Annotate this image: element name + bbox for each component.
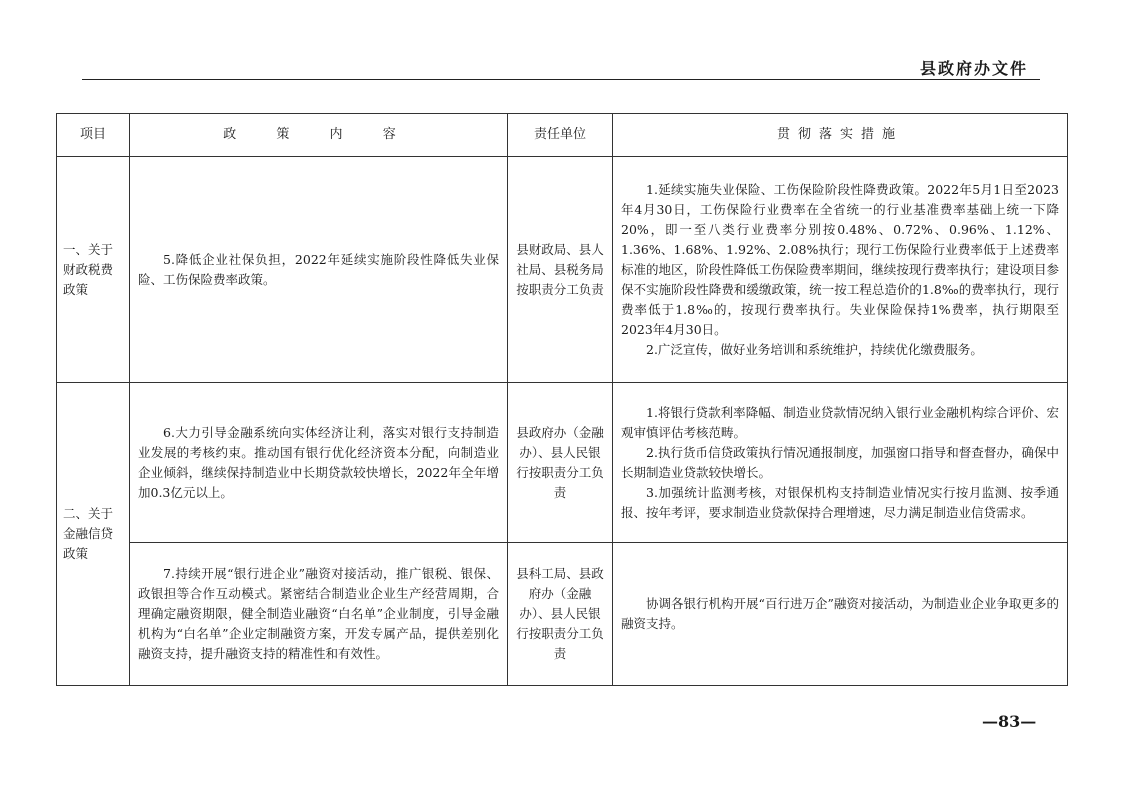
policy-cell	[130, 383, 508, 543]
table-header-row	[57, 114, 1068, 157]
policy-text: 5.降低企业社保负担，2022年延续实施阶段性降低失业保险、工伤保险费率政策。	[138, 251, 499, 287]
policy-text: 6.大力引导金融系统向实体经济让利，落实对银行支持制造业发展的考核约束。推动国有银行优化经济资本分配，向制造业企业倾斜，继续保持制造业中长期贷款较快增长，2022年全年增加0.3亿元以上。	[138, 424, 499, 500]
measure-item: 3.加强统计监测考核，对银保机构支持制造业情况实行按月监测、按季通报、按年考评，要求制造业贷款保持合理增速，尽力满足制造业信贷需求。	[621, 484, 1059, 520]
measures-cell	[613, 157, 1068, 383]
document-header-title: 县政府办文件	[920, 59, 1029, 78]
measure-item: 1.将银行贷款利率降幅、制造业贷款情况纳入银行业金融机构综合评价、宏观审慎评估考核范畴。	[621, 404, 1059, 440]
measure-item: 2.执行货币信贷政策执行情况通报制度，加强窗口指导和督查督办，确保中长期制造业贷款较快增长。	[621, 444, 1059, 480]
policy-cell	[130, 157, 508, 383]
unit-cell: 县政府办（金融办）、县人民银行按职责分工负责	[508, 383, 613, 543]
category-cell: 二、关于金融信贷政策	[57, 383, 130, 686]
policy-cell	[130, 543, 508, 686]
measure-item: 1.延续实施失业保险、工伤保险阶段性降费政策。2022年5月1日至2023年4月30日，工伤保险行业费率在全省统一的行业基准费率基础上统一下降20%，即一至八类行业费率分别按0.48%、0.72%、0.96%、1.12%、1.36%、1.68%、1.92%、2.08%执行；现行工伤保险行业费率低于上述费率标准的地区，阶段性降低工伤保险费率期间，继续按现行费率执行；建设项目参保不实施阶段性降费和缓缴政策，统一按工程总造价的1.8‰的费率执行，现行费率低于1.8‰的，按现行费率执行。失业保险保持1%费率，执行期限至2023年4月30日。	[621, 181, 1059, 337]
measures-cell	[613, 383, 1068, 543]
column-header-item: 项目	[57, 114, 130, 157]
column-header-policy: 政 策 内 容	[130, 114, 508, 157]
policy-table	[56, 113, 1068, 686]
measures-cell	[613, 543, 1068, 686]
table-row	[57, 383, 1068, 543]
category-cell: 一、关于财政税费政策	[57, 157, 130, 383]
policy-text: 7.持续开展“银行进企业”融资对接活动，推广银税、银保、政银担等合作互动模式。紧密结合制造业企业生产经营周期，合理确定融资期限，健全制造业融资“白名单”企业制度，引导金融机构为“白名单”企业定制融资方案，开发专属产品，提供差别化融资支持，提升融资支持的精准性和有效性。	[138, 566, 499, 661]
column-header-measures: 贯彻落实措施	[613, 114, 1068, 157]
measure-item: 协调各银行机构开展“百行进万企”融资对接活动，为制造业企业争取更多的融资支持。	[621, 596, 1059, 631]
table-row	[57, 543, 1068, 686]
measure-item: 2.广泛宣传，做好业务培训和系统维护，持续优化缴费服务。	[646, 341, 983, 357]
table-row	[57, 157, 1068, 383]
column-header-unit: 责任单位	[508, 114, 613, 157]
header-divider	[82, 79, 1040, 80]
page-number: —83—	[982, 712, 1037, 731]
unit-cell: 县财政局、县人社局、县税务局按职责分工负责	[508, 157, 613, 383]
unit-cell: 县科工局、县政府办（金融办）、县人民银行按职责分工负责	[508, 543, 613, 686]
